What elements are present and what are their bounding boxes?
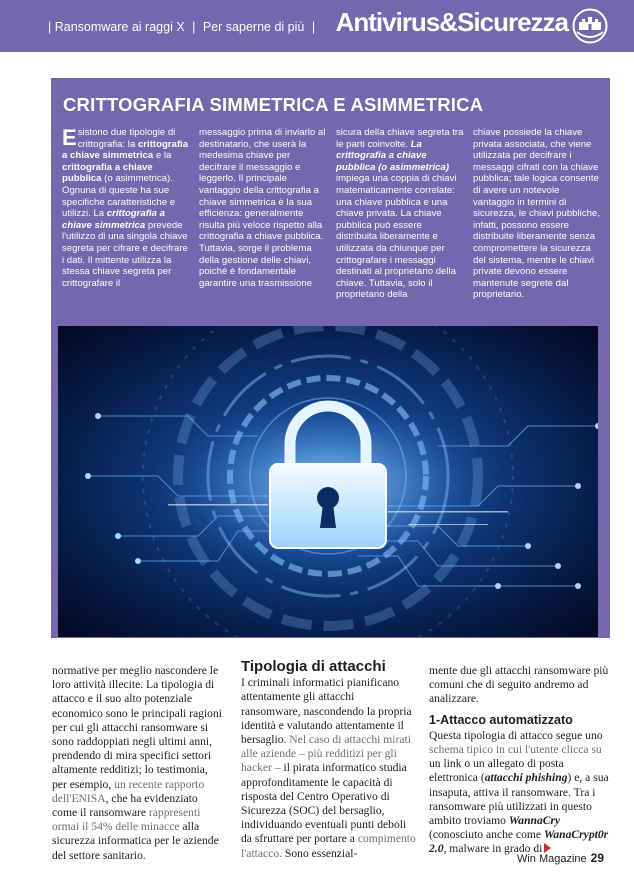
article-column-2: Tipologia di attacchi I criminali informatici pianificano attentamente gli attacchi ransomware, nascondendo la propria identità e valutando attentamente il bersaglio. Nel caso di attacchi mirati alle aziende – più redditizi per gli hacker – il pirata informatico studia approfonditamente le capacità di risposta del Centro Operativo di Sicurezza (SOC) del bersaglio, individuando eventuali punti deboli da sfruttare per portare a compimento l'attacco. Sono essenzial-	[241, 658, 416, 860]
shield-castle-icon	[572, 8, 608, 44]
drop-cap: E	[62, 125, 77, 150]
breadcrumb: | Ransomware ai raggi X | Per saperne di più |	[48, 20, 316, 34]
box-columns	[62, 127, 602, 301]
padlock-illustration	[58, 326, 598, 637]
box-column-2: messaggio prima di inviarlo al destinatario, che userà la medesima chiave per decifrare il messaggio e leggerlo. Il principale vantaggio della crittografia a chiave simmetrica è la sua efficienza: generalmente risulta più veloce rispetto alla crittografia a chiave pubblica. Tuttavia, sorge il problema della gestione delle chiavi, poiché è fondamentale garantire una trasmissione	[199, 127, 326, 289]
box-column-1: Esistono due tipologie di crittografia: la crittografia a chiave simmetrica e la crittografia a chiave pubblica (o asimmetrica). Ognuna di queste ha sue specifiche caratteristiche e utilizzi. La crittografia a chiave simmetrica prevede l'utilizzo di una singola chiave segreta per cifrare e decifrare i dati. Il mittente utilizza la stessa chiave segreta per crittografare il	[62, 125, 189, 289]
section-title: Antivirus&Sicurezza	[335, 7, 568, 37]
box-column-3: sicura della chiave segreta tra le parti coinvolte. La crittografia a chiave pubblica (o asimmetrica) impiega una coppia di chiavi matematicamente correlate: una chiave pubblica e una chiave privata. La chiave pubblica può essere distribuita liberamente e utilizzata da chiunque per crittografare i messaggi destinati al proprietario della chiave. Tuttavia, solo il proprietario della	[336, 127, 464, 301]
section-heading: Tipologia di attacchi	[241, 658, 386, 675]
box-title: CRITTOGRAFIA SIMMETRICA E ASIMMETRICA	[63, 94, 484, 115]
article-column-3: mente due gli attacchi ransomware più comuni che di seguito andremo ad analizzare. 1-Attacco automatizzato Questa tipologia di attacco segue uno schema tipico in cui l'utente clicca su un link o un allegato di posta elettronica (attacchi phishing) e, a sua insaputa, attiva il ransomware. Tra i ransomware più utilizzati in questo ambito troviamo WannaCry (conosciuto anche come WanaCrypt0r 2.0, malware in grado di	[429, 664, 611, 857]
magazine-name: Win Magazine	[516, 853, 587, 865]
breadcrumb-item-approfondimento: Per saperne di più	[202, 20, 305, 34]
page-header	[0, 0, 634, 52]
breadcrumb-item-ransomware: Ransomware ai raggi X	[54, 20, 185, 34]
article-column-1: normative per meglio nascondere le loro attività illecite. La tipologia di attacco e il suo alto potenziale economico sono le principali ragioni per cui gli attacchi ransomware si sono raddoppiati negli ultimi anni, prendendo di mira specifici settori altamente redditizi; lo testimonia, per esempio, un recente rapporto dell'ENISA, che ha evidenziato come il ransomware rappresenti ormai il 54% delle minacce alla sicurezza informatica per le aziende del settore sanitario.	[52, 664, 222, 862]
page-number: 29	[590, 851, 604, 865]
box-column-4: chiave possiede la chiave privata associata, che viene utilizzata per decifrare i messaggi cifrati con la chiave pubblica; tale logica consente di avere un notevole vantaggio in termini di sicurezza, le chiavi pubbliche, infatti, possono essere distribuite liberamente senza compromettere la sicurezza del sistema, mentre le chiavi private devono essere mantenute segrete dal proprietario.	[473, 127, 600, 301]
subsection-heading: 1-Attacco automatizzato	[429, 712, 573, 727]
page-footer	[517, 851, 604, 865]
enisa-report-reference: un recente rapporto dell'ENISA	[52, 777, 205, 805]
